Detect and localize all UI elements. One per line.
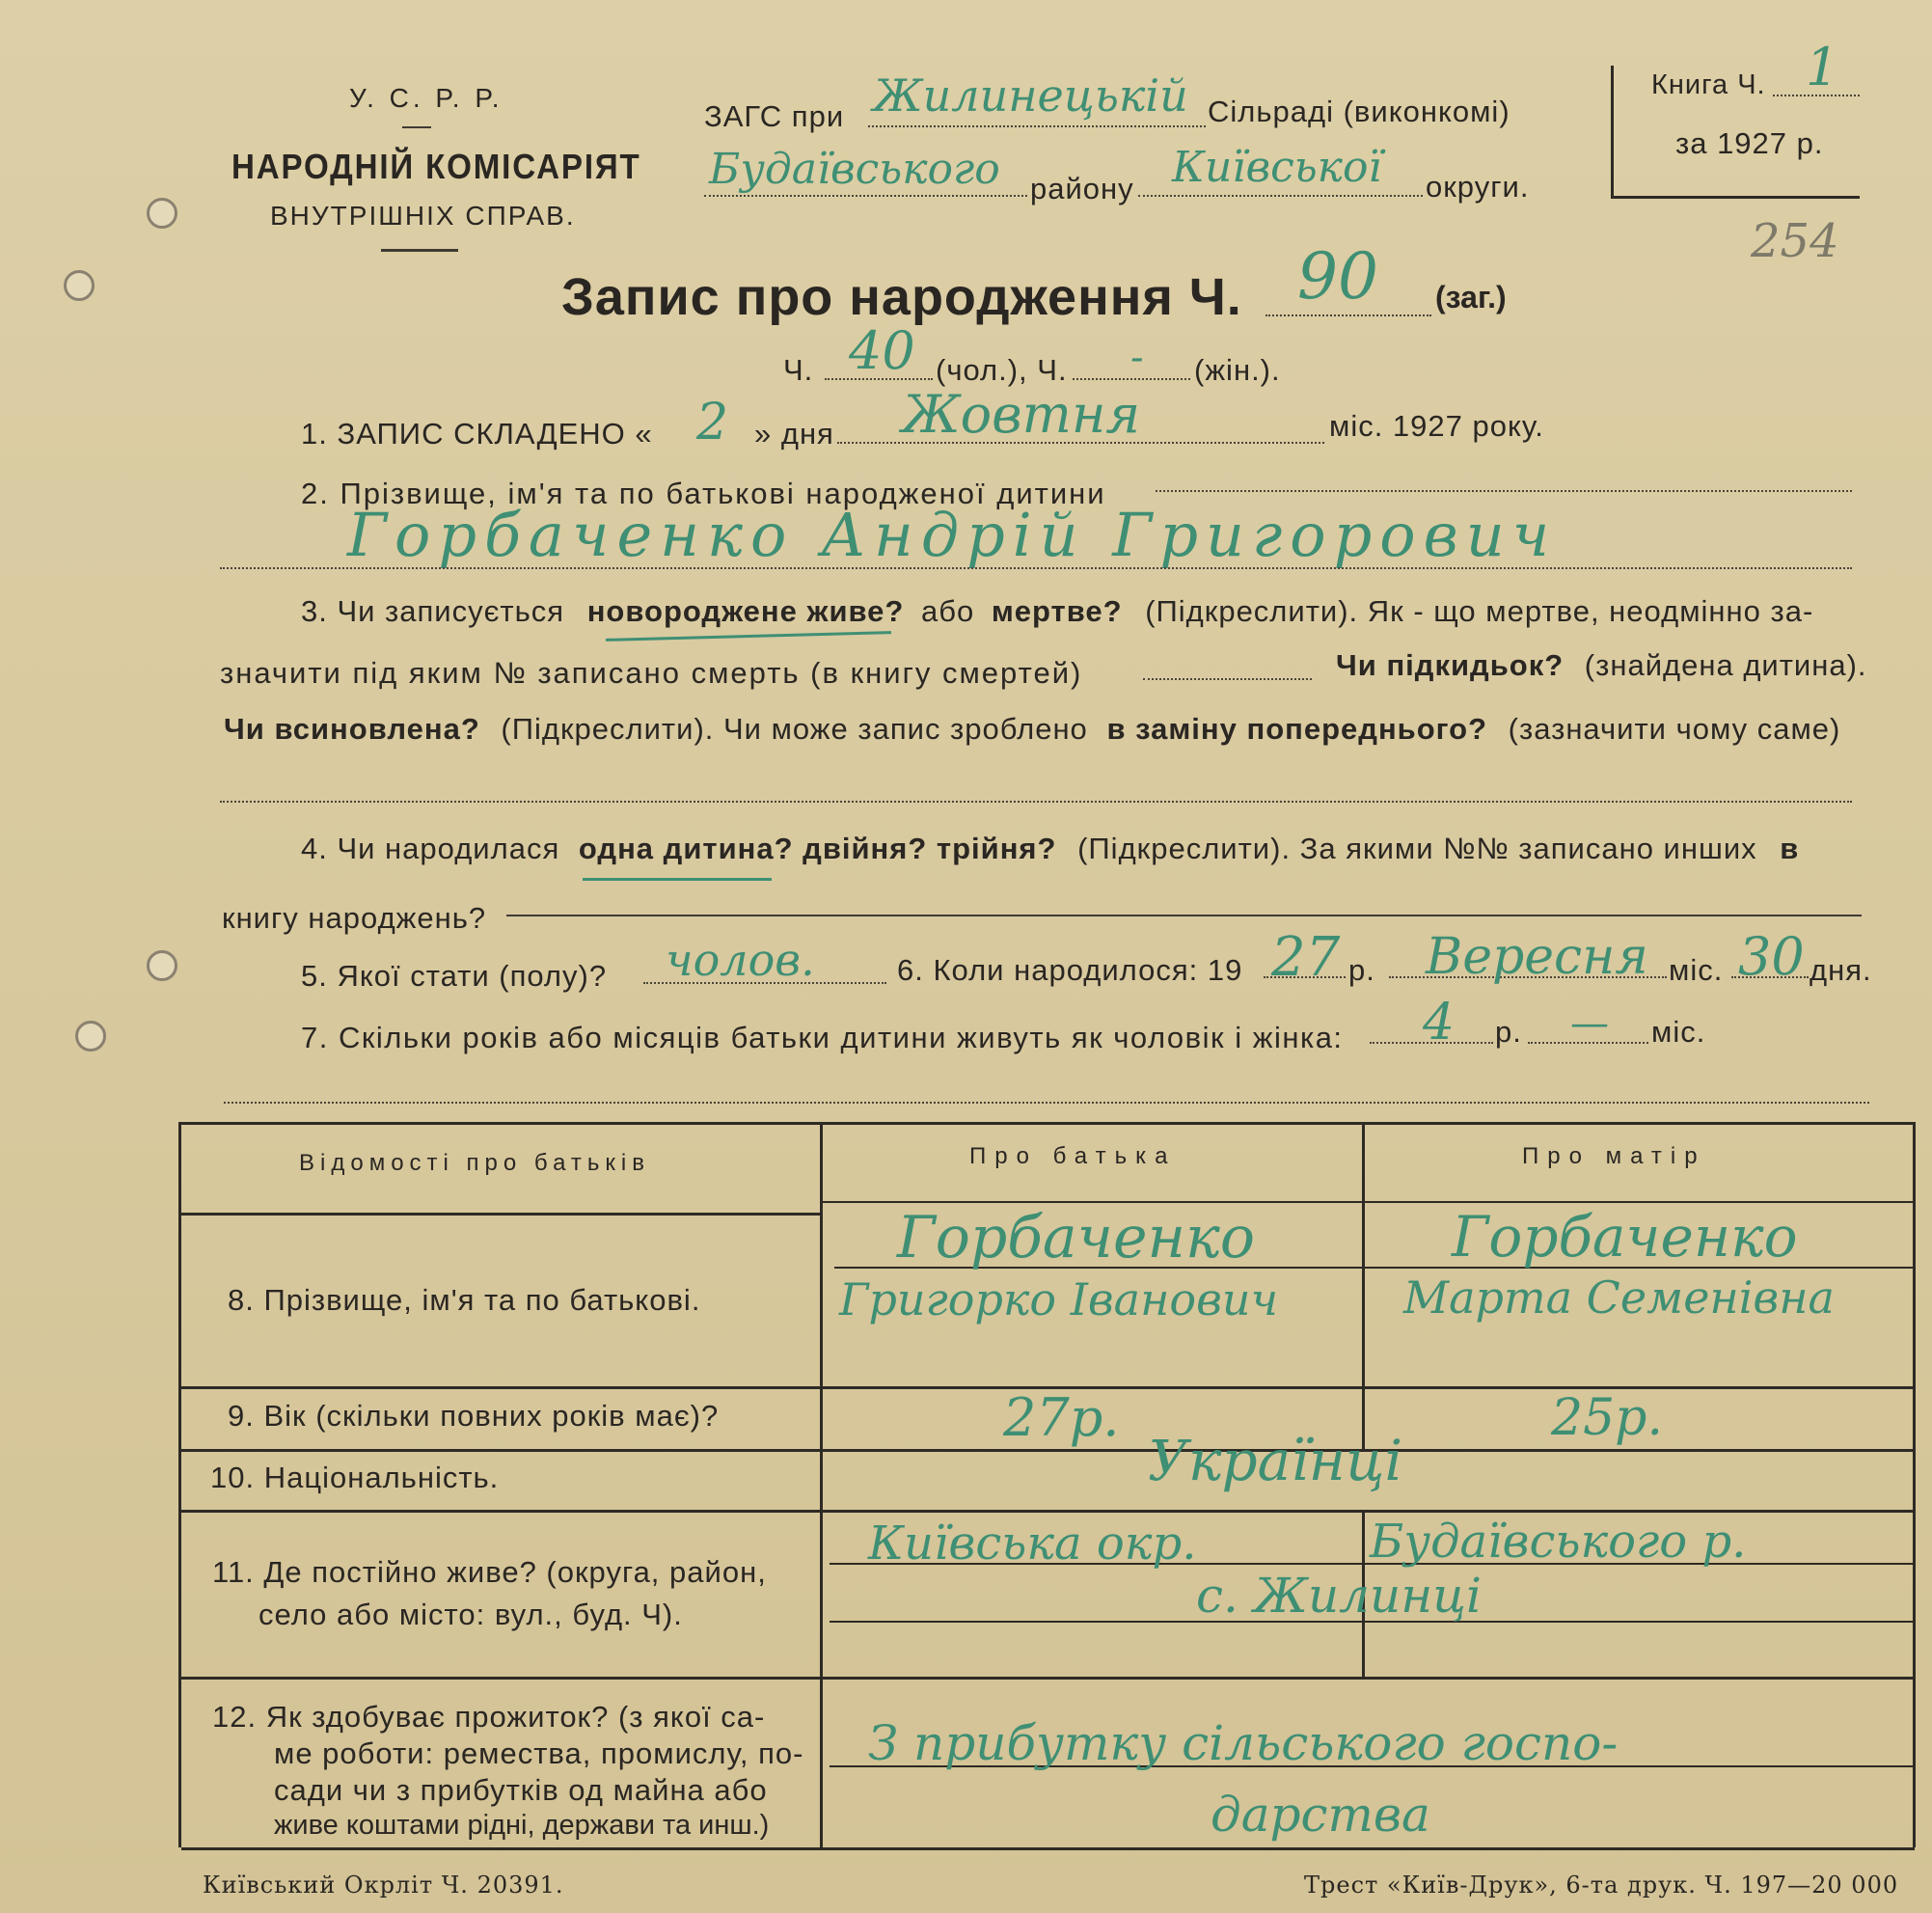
item3-part: (знайдена дитина). — [1584, 648, 1867, 682]
item7-mis: міс. — [1651, 1015, 1706, 1049]
table-border — [178, 1122, 181, 1847]
row8-label: 8. Прізвище, ім'я та по батькові. — [228, 1283, 701, 1317]
book-label: Книга Ч. — [1651, 69, 1766, 100]
item5-sex-value: чолов. — [666, 934, 815, 986]
item7-months-value: — — [1570, 1001, 1609, 1046]
table-row-divider — [178, 1677, 1913, 1680]
item3-line3 — [224, 712, 1840, 747]
row10-label: 10. Національність. — [210, 1461, 500, 1494]
item2-label: 2. Прізвище, ім'я та по батькові народженої дитини — [301, 477, 1106, 510]
item3-part: або — [920, 594, 975, 628]
item3-line2 — [220, 656, 1082, 691]
row12-label-3: сади чи з прибутків од майна або — [274, 1773, 768, 1807]
adopted-option: Чи всиновлена? — [224, 712, 480, 746]
item3-part: (зазначити чому саме) — [1508, 712, 1841, 746]
table-row-divider — [178, 1449, 1913, 1452]
year-label: за 1927 р. — [1675, 126, 1824, 160]
book-box-border — [1611, 66, 1614, 199]
book-no-value: 1 — [1806, 37, 1839, 97]
item3-part: (Підкреслити). Чи може запис зроблено — [501, 712, 1088, 746]
book-box-border — [1611, 196, 1860, 199]
item6-dnia: дня. — [1810, 953, 1872, 987]
zags-prefix: ЗАГС при — [704, 99, 845, 133]
female-label: (жін.). — [1194, 353, 1281, 387]
row9-father-age: 27р. — [1003, 1387, 1120, 1448]
item4-answer-line — [506, 915, 1862, 916]
male-no-value: 40 — [849, 320, 915, 381]
ch-label: Ч. — [783, 353, 814, 387]
table-head-mother: Про матір — [1522, 1143, 1706, 1169]
table-row-divider — [178, 1213, 820, 1216]
item3-part: значити під яким № записано смерть (в книгу смертей) — [220, 656, 1083, 690]
internal-affairs-label: ВНУТРІШНІХ СПРАВ. — [270, 201, 576, 231]
okruga-value: Київської — [1172, 143, 1382, 192]
female-no-value: - — [1130, 336, 1144, 380]
district-value: Будаївського — [709, 145, 1000, 194]
row9-label: 9. Вік (скільки повних років має)? — [228, 1399, 720, 1433]
item1-prefix: 1. ЗАПИС СКЛАДЕНО « — [301, 417, 653, 451]
table-row-divider — [820, 1201, 1913, 1203]
foundling-option: Чи підкидьок? — [1336, 648, 1565, 682]
page-number: 254 — [1751, 214, 1839, 268]
item3-line2b — [1336, 648, 1867, 683]
item6-year-value: 27 — [1271, 926, 1341, 989]
row9-mother-age: 25р. — [1551, 1389, 1663, 1447]
table-head-father: Про батька — [969, 1143, 1177, 1169]
single-child-underline — [583, 878, 772, 881]
total-no-value: 90 — [1297, 239, 1378, 314]
item6-label: 6. Коли народилося: 19 — [897, 953, 1243, 987]
item4-part: в — [1780, 832, 1800, 865]
row11-residence-1b: Будаївського р. — [1370, 1515, 1747, 1569]
item6-mis: міс. — [1669, 953, 1724, 987]
item2-line-b — [220, 567, 1852, 569]
record-title: Запис про народження Ч. — [561, 268, 1242, 326]
item4-text — [301, 832, 1799, 866]
item3-alive-option: новороджене живе? — [586, 594, 905, 628]
zags-place-line — [868, 125, 1206, 127]
male-label: (чол.), Ч. — [936, 353, 1068, 387]
item3-text — [301, 594, 1813, 629]
footer-right: Трест «Київ-Друк», 6-та друк. Ч. 197—20 000 — [1304, 1872, 1899, 1899]
table-border — [178, 1122, 1915, 1125]
row11-label-1: 11. Де постійно живе? (округа, район, — [212, 1555, 767, 1589]
item3-part: 3. Чи записується — [301, 594, 565, 628]
row12-label-2: ме роботи: ремества, промислу, по- — [274, 1736, 804, 1770]
table-col-divider — [1362, 1122, 1365, 1450]
item2-child-name: Горбаченко Андрій Григорович — [347, 500, 1558, 570]
item3-part: (Підкреслити). Як - що мертве, неодмінно за- — [1145, 594, 1814, 628]
item7-r: р. — [1495, 1015, 1522, 1049]
row8-mother-surname: Горбаченко — [1452, 1204, 1798, 1270]
table-col-divider — [820, 1122, 823, 1847]
district-label: району — [1030, 172, 1134, 205]
item3-dead-option: мертве? — [991, 594, 1123, 628]
table-border — [181, 1847, 1915, 1850]
punch-hole-icon — [64, 270, 95, 301]
table-head-label: Відомості про батьків — [299, 1150, 650, 1176]
item2-line-a — [1156, 490, 1852, 492]
item1-month-value: Жовтня — [902, 384, 1141, 445]
item1-mid: » дня — [754, 417, 834, 451]
table-row-divider — [178, 1510, 1913, 1513]
row8-father-surname: Горбаченко — [897, 1204, 1255, 1271]
district-line — [704, 195, 1027, 197]
item6-month-value: Вересня — [1426, 928, 1648, 986]
row12-label-4: живе коштами рідні, держави та инш.) — [274, 1810, 770, 1841]
item7-label: 7. Скільки років або місяців батьки дитини живуть як чоловік і жінка: — [301, 1021, 1344, 1054]
total-no-line — [1265, 314, 1431, 316]
zags-place-value: Жилинецькій — [873, 69, 1188, 122]
item7-years-value: 4 — [1423, 994, 1456, 1052]
row8-mother-name: Марта Семенівна — [1403, 1271, 1835, 1324]
item6-r: р. — [1348, 953, 1375, 987]
punch-hole-icon — [147, 950, 177, 981]
item1-day-value: 2 — [696, 394, 729, 451]
punch-hole-icon — [75, 1021, 106, 1052]
ussr-label: У. С. Р. Р. — [349, 83, 503, 113]
item7-line-b — [224, 1102, 1869, 1104]
replacement-option: в заміну попереднього? — [1106, 712, 1488, 746]
item4-line2: книгу народжень? — [222, 901, 487, 935]
row12-label-1: 12. Як здобуває прожиток? (з якої са- — [212, 1700, 766, 1734]
total-label: (заг.) — [1435, 280, 1507, 314]
row11-label-2: село або місто: вул., буд. Ч). — [259, 1598, 683, 1631]
punch-hole-icon — [147, 198, 177, 229]
divider — [381, 249, 458, 252]
table-border — [1913, 1122, 1916, 1847]
item4-part: 4. Чи народилася — [301, 832, 560, 865]
zags-suffix: Сільраді (виконкомі) — [1208, 95, 1510, 128]
item4-options: одна дитина? двійня? трійня? — [578, 832, 1057, 865]
item5-label: 5. Якої стати (полу)? — [301, 959, 608, 993]
item1-suffix: міс. 1927 року. — [1329, 409, 1544, 443]
okruga-label: округи. — [1426, 170, 1530, 204]
item3-line-c — [220, 801, 1852, 803]
row11-residence-1a: Київська окр. — [868, 1517, 1197, 1571]
row12-livelihood-1: З прибутку сільського госпо- — [868, 1715, 1619, 1771]
row10-nationality: Українці — [1148, 1428, 1403, 1493]
okruga-line — [1138, 195, 1423, 197]
row8-father-name: Григорко Іванович — [839, 1273, 1279, 1325]
alive-underline — [606, 631, 891, 642]
item4-part: (Підкреслити). За якими №№ записано инших — [1077, 832, 1757, 865]
death-no-line — [1143, 678, 1312, 680]
divider — [402, 126, 431, 128]
footer-left: Київський Окрліт Ч. 20391. — [203, 1872, 564, 1899]
row11-residence-2: с. Жилинці — [1196, 1568, 1483, 1624]
commissariat-title: НАРОДНІЙ КОМІСАРІЯТ — [231, 147, 641, 186]
row12-livelihood-2: дарства — [1211, 1787, 1430, 1843]
item6-day-value: 30 — [1738, 926, 1805, 987]
